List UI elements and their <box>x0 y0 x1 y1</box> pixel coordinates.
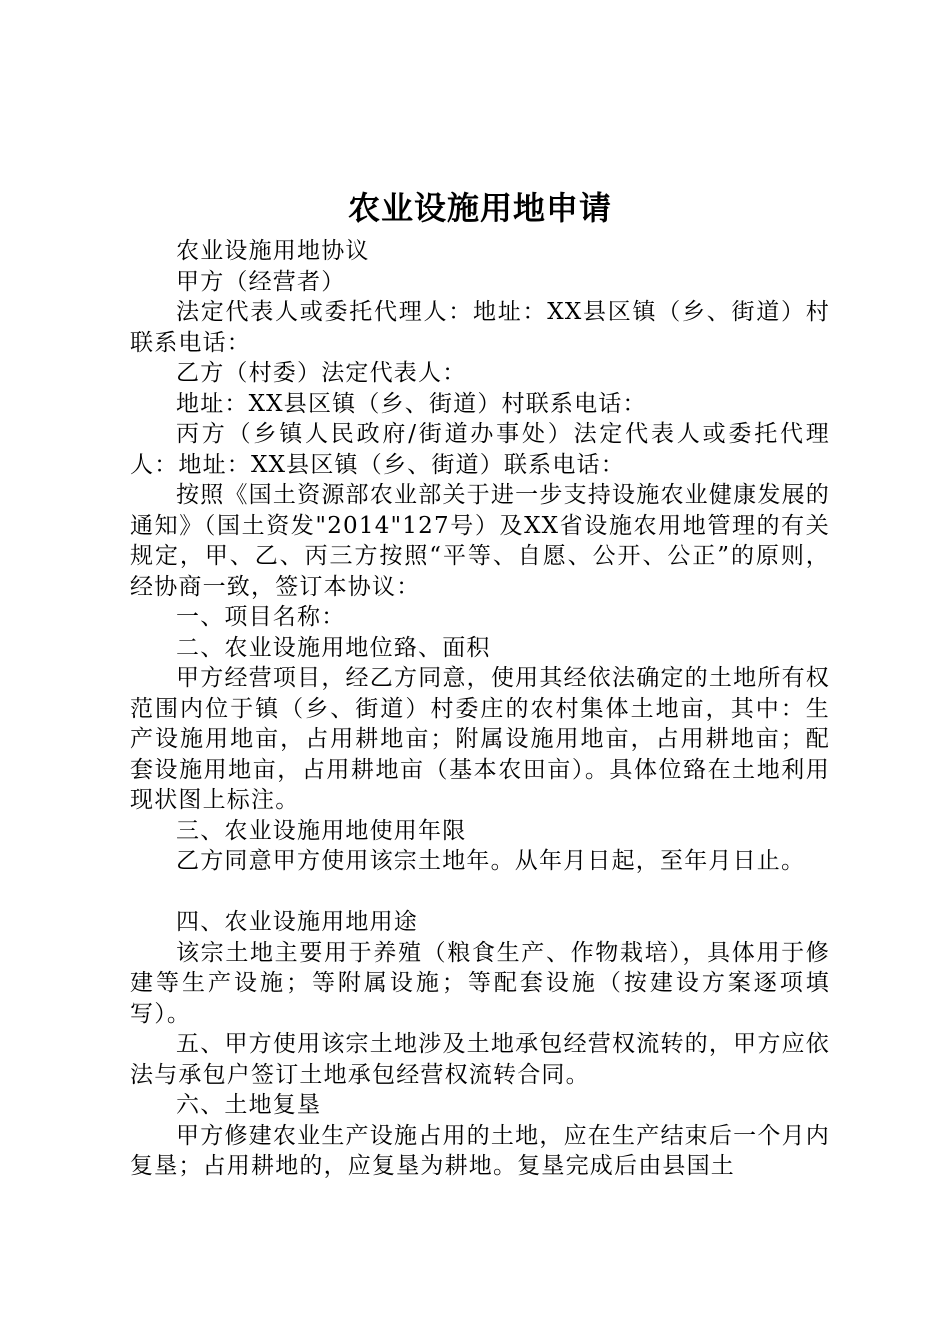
paragraph: 甲方经营项目，经乙方同意，使用其经依法确定的土地所有权范围内位于镇（乡、街道）村委庄的农村集体土地亩，其中：生产设施用地亩，占用耕地亩；附属设施用地亩，占用耕地亩；配套设施用地亩，占用耕地亩（基本农田亩）。具体位臵在土地利用现状图上标注。 <box>130 665 830 813</box>
paragraph: 乙方（村委）法定代表人： <box>176 360 467 386</box>
paragraph: 地址：XX县区镇（乡、街道）村联系电话： <box>176 390 647 417</box>
paragraph: 按照《国土资源部农业部关于进一步支持设施农业健康发展的通知》（国土资发"2014"127号）及XX省设施农用地管理的有关规定，甲、乙、丙三方按照“平等、自愿、公开、公正”的原则，经协商一致，签订本协议： <box>130 482 830 600</box>
paragraph: 五、甲方使用该宗土地涉及土地承包经营权流转的，甲方应依法与承包户签订土地承包经营权流转合同。 <box>130 1031 830 1088</box>
paragraph: 六、土地复垦 <box>176 1092 322 1118</box>
paragraph: 甲方（经营者） <box>176 268 346 295</box>
paragraph: 甲方修建农业生产设施占用的土地，应在生产结束后一个月内复垦；占用耕地的，应复垦为耕地。复垦完成后由县国土 <box>130 1122 830 1179</box>
paragraph: 农业设施用地协议 <box>176 238 370 264</box>
paragraph: 乙方同意甲方使用该宗土地年。从年月日起，至年月日止。 <box>176 848 806 874</box>
document-page <box>130 180 830 1182</box>
blank-line <box>130 877 830 908</box>
paragraph: 四、农业设施用地用途 <box>176 909 418 935</box>
document-body <box>130 236 830 1182</box>
paragraph: 一、项目名称： <box>176 604 346 630</box>
paragraph: 法定代表人或委托代理人：地址：XX县区镇（乡、街道）村联系电话： <box>130 299 830 356</box>
paragraph: 二、农业设施用地位臵、面积 <box>176 634 491 661</box>
document-title: 农业设施用地申请 <box>347 189 612 227</box>
paragraph: 该宗土地主要用于养殖（粮食生产、作物栽培），具体用于修建等生产设施；等附属设施；等配套设施（按建设方案逐项填写）。 <box>130 939 830 1027</box>
paragraph: 三、农业设施用地使用年限 <box>176 817 467 844</box>
paragraph: 丙方（乡镇人民政府/街道办事处）法定代表人或委托代理人：地址：XX县区镇（乡、街道）联系电话： <box>130 421 830 478</box>
